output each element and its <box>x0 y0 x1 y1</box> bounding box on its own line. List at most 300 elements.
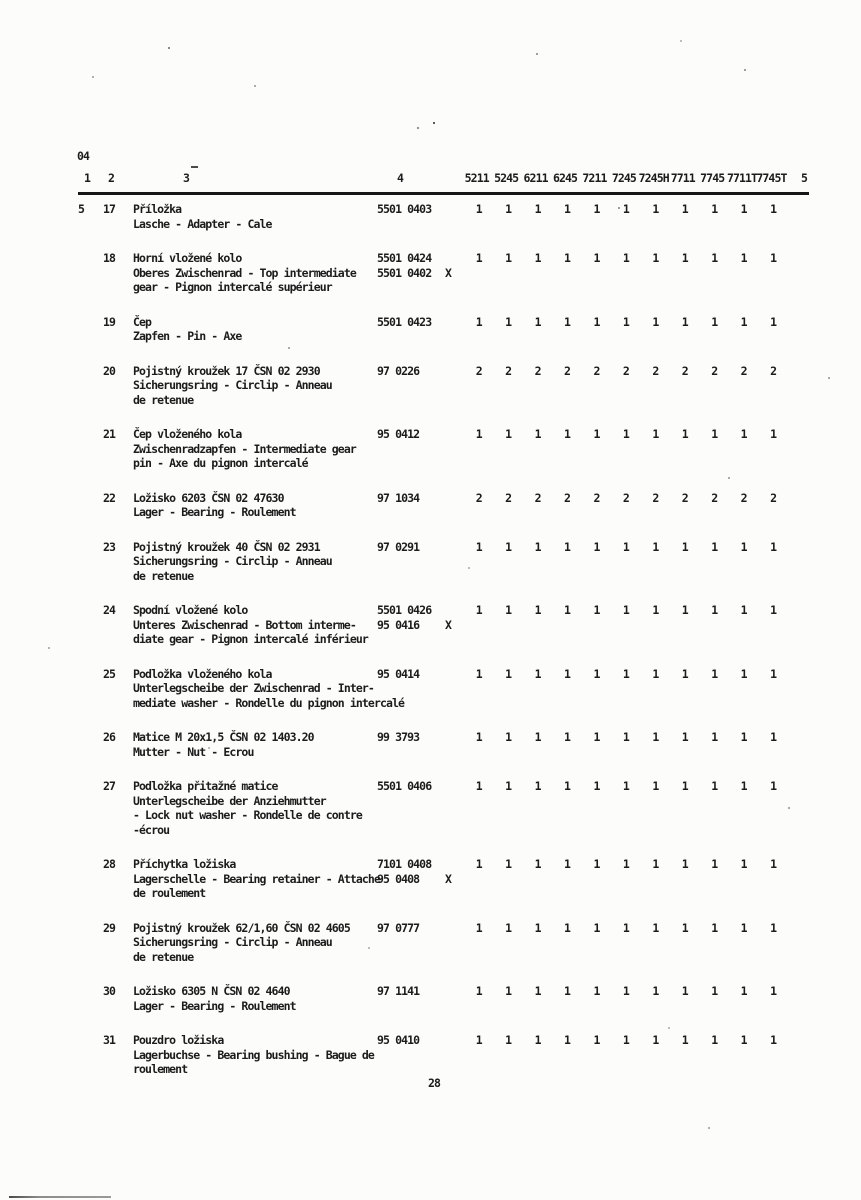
quantity-value: 1 <box>740 1033 747 1047</box>
quantity-value: 1 <box>505 730 512 744</box>
quantity-value: 1 <box>681 251 688 265</box>
quantity-value: 1 <box>534 730 541 744</box>
quantity-value: 1 <box>505 779 512 793</box>
page-number: 28 <box>428 1076 441 1090</box>
x-mark <box>445 315 462 330</box>
quantity-value: 2 <box>711 363 718 378</box>
quantity-value: 1 <box>564 779 571 793</box>
quantity-value: 1 <box>652 857 659 871</box>
quantity-value: 1 <box>475 427 482 441</box>
part-number-cell <box>373 202 438 231</box>
quantity-cells <box>462 540 786 584</box>
table-row <box>78 315 822 344</box>
quantity-value: 1 <box>534 202 541 216</box>
description-line: Pojistný kroužek 62/1,60 ČSN 02 4605 <box>133 920 350 935</box>
description-line: Sicherungsring - Circlip - Anneau <box>133 554 332 568</box>
x-mark <box>445 427 462 442</box>
part-number-cell <box>373 251 438 295</box>
description-line: mediate washer - Rondelle du pignon intercalé <box>133 695 405 710</box>
description-line: Příchytka ložiska <box>133 857 236 871</box>
part-number: 5501 0424 <box>377 251 432 265</box>
x-marker-cell <box>438 491 462 520</box>
table-row <box>78 1033 822 1077</box>
part-number: 5501 0406 <box>377 779 432 793</box>
x-mark <box>445 921 462 936</box>
quantity-value: 2 <box>711 490 718 505</box>
quantity-value: 1 <box>564 314 571 329</box>
quantity-value: 1 <box>505 1033 512 1047</box>
part-number-cell <box>373 364 438 408</box>
description-line: Čep vloženého kola <box>133 427 242 441</box>
column-header-4: 4 <box>397 171 404 185</box>
description-line: Zwischenradzapfen - Intermediate gear <box>133 441 356 456</box>
quantity-value: 1 <box>475 730 482 744</box>
quantity-value: 1 <box>534 1033 541 1047</box>
quantity-value: 1 <box>475 920 482 935</box>
quantity-value: 1 <box>475 251 482 265</box>
trailing-column-cell <box>786 251 822 295</box>
quantity-value: 2 <box>534 363 541 378</box>
quantity-value: 1 <box>711 539 718 554</box>
quantity-value: 2 <box>593 363 600 378</box>
model-column-headers <box>462 171 786 186</box>
group-number-cell <box>78 540 96 584</box>
part-number-cell <box>373 857 438 901</box>
quantity-value: 1 <box>593 427 600 441</box>
description-line: Lager - Bearing - Roulement <box>133 998 296 1013</box>
quantity-value: 1 <box>652 730 659 744</box>
quantity-value: 1 <box>622 539 629 554</box>
quantity-value: 1 <box>711 251 718 265</box>
quantity-cells <box>462 202 786 231</box>
group-number-cell <box>78 251 96 295</box>
quantity-value: 1 <box>711 666 718 681</box>
x-mark: X <box>445 265 452 280</box>
group-number-cell <box>78 603 96 647</box>
group-number-cell <box>78 364 96 408</box>
trailing-column-cell <box>786 427 822 471</box>
quantity-value: 1 <box>534 539 541 554</box>
description-line: Oberes Zwischenrad - Top intermediate <box>133 265 356 280</box>
quantity-value: 1 <box>740 730 747 744</box>
trailing-column-cell <box>786 364 822 408</box>
part-number: 95 0416 <box>377 617 420 632</box>
quantity-value: 1 <box>564 539 571 554</box>
quantity-value: 1 <box>681 984 688 998</box>
quantity-value: 1 <box>740 314 747 329</box>
description-line: pin - Axe du pignon intercalé <box>133 456 308 470</box>
model-column-header: 6245 <box>552 171 578 185</box>
quantity-value: 1 <box>652 314 659 329</box>
quantity-value: 1 <box>564 920 571 935</box>
part-number: 5501 0402 <box>377 265 432 280</box>
quantity-cells <box>462 667 786 711</box>
quantity-cells <box>462 921 786 965</box>
quantity-value: 1 <box>681 314 688 329</box>
description-cell <box>126 315 373 344</box>
group-number-cell <box>78 730 96 759</box>
description-line: Podložka přitažné matice <box>133 779 278 793</box>
quantity-value: 2 <box>622 490 629 505</box>
item-number-cell: 23 <box>103 539 116 554</box>
description-line: Horní vložené kolo <box>133 251 242 265</box>
x-mark <box>445 540 462 555</box>
description-line: Lagerbuchse - Bearing bushing - Bague de <box>133 1047 374 1062</box>
quantity-value: 1 <box>622 251 629 265</box>
quantity-value: 1 <box>711 427 718 441</box>
description-cell <box>126 364 373 408</box>
quantity-value: 1 <box>770 427 777 441</box>
item-number-cell: 31 <box>103 1033 116 1047</box>
x-mark <box>445 984 462 999</box>
group-number-cell <box>78 491 96 520</box>
x-marker-cell <box>438 603 462 647</box>
quantity-value: 1 <box>475 984 482 998</box>
quantity-value: 1 <box>681 779 688 793</box>
quantity-value: 1 <box>564 984 571 998</box>
quantity-value: 1 <box>681 603 688 617</box>
quantity-value: 1 <box>740 427 747 441</box>
table-row <box>78 364 822 408</box>
quantity-value: 1 <box>593 984 600 998</box>
trailing-column-cell <box>786 1033 822 1077</box>
quantity-value: 1 <box>740 779 747 793</box>
table-row <box>78 427 822 471</box>
x-mark: X <box>445 871 452 886</box>
quantity-value: 1 <box>534 666 541 681</box>
quantity-value: 1 <box>505 857 512 871</box>
description-cell <box>126 540 373 584</box>
quantity-value: 1 <box>505 427 512 441</box>
quantity-value: 1 <box>564 857 571 871</box>
quantity-value: 1 <box>770 779 777 793</box>
quantity-value: 1 <box>622 1033 629 1047</box>
trailing-column-cell <box>786 202 822 231</box>
part-number: 95 0412 <box>377 427 420 441</box>
quantity-value: 1 <box>740 539 747 554</box>
x-marker-cell <box>438 857 462 901</box>
quantity-value: 1 <box>711 314 718 329</box>
description-cell <box>126 984 373 1013</box>
quantity-value: 1 <box>593 539 600 554</box>
quantity-value: 1 <box>622 666 629 681</box>
trailing-column-cell <box>786 857 822 901</box>
description-line: diate gear - Pignon intercalé inférieur <box>133 632 368 646</box>
scan-noise-specks <box>168 47 170 49</box>
description-line: Sicherungsring - Circlip - Anneau <box>133 935 332 949</box>
quantity-value: 2 <box>564 363 571 378</box>
quantity-value: 1 <box>770 730 777 744</box>
part-number: 97 0777 <box>377 920 420 935</box>
quantity-value: 1 <box>593 857 600 871</box>
quantity-cells <box>462 364 786 408</box>
quantity-value: 1 <box>652 1033 659 1047</box>
x-mark <box>445 603 462 618</box>
description-cell <box>126 921 373 965</box>
quantity-value: 2 <box>475 490 482 505</box>
x-mark <box>445 667 462 682</box>
quantity-value: 1 <box>770 984 777 998</box>
description-line: Ložisko 6305 N ČSN 02 4640 <box>133 984 290 998</box>
quantity-value: 1 <box>534 251 541 265</box>
quantity-value: 1 <box>564 251 571 265</box>
description-line: Příložka <box>133 202 182 216</box>
column-header-5: 5 <box>800 171 808 185</box>
group-number-cell <box>78 427 96 471</box>
quantity-value: 1 <box>622 857 629 871</box>
quantity-value: 2 <box>652 363 659 378</box>
header-rule <box>78 192 809 195</box>
trailing-column-cell <box>786 540 822 584</box>
quantity-value: 1 <box>475 1033 482 1047</box>
description-line: Lager - Bearing - Roulement <box>133 505 296 519</box>
quantity-value: 1 <box>505 666 512 681</box>
x-marker-cell <box>438 364 462 408</box>
quantity-value: 1 <box>681 202 688 216</box>
quantity-value: 1 <box>593 314 600 329</box>
quantity-cells <box>462 251 786 295</box>
x-marker-cell <box>438 251 462 295</box>
table-row <box>78 491 822 520</box>
quantity-value: 1 <box>711 920 718 935</box>
x-marker-cell <box>438 202 462 231</box>
table-row <box>78 779 822 837</box>
quantity-value: 1 <box>475 603 482 617</box>
x-marker-cell <box>438 730 462 759</box>
group-number-cell <box>78 857 96 901</box>
description-line: Pojistný kroužek 40 ČSN 02 2931 <box>133 539 320 554</box>
quantity-value: 1 <box>740 202 747 216</box>
trailing-column-cell <box>786 984 822 1013</box>
quantity-value: 1 <box>711 857 718 871</box>
quantity-value: 1 <box>622 314 629 329</box>
part-number-cell <box>373 779 438 837</box>
item-number-cell: 21 <box>103 427 116 441</box>
description-line: Spodní vložené kolo <box>133 603 248 617</box>
group-number-cell <box>78 984 96 1013</box>
model-column-header: 7711 <box>670 171 695 185</box>
section-code: 04 <box>77 149 90 163</box>
table-row <box>78 603 822 647</box>
quantity-value: 1 <box>593 251 600 265</box>
quantity-value: 1 <box>652 603 659 617</box>
part-number: 5501 0403 <box>377 202 432 216</box>
model-column-header: 7211 <box>582 171 607 185</box>
description-line: Sicherungsring - Circlip - Anneau <box>133 378 332 392</box>
x-mark <box>445 202 462 217</box>
quantity-value: 1 <box>770 539 777 554</box>
trailing-column-cell <box>786 921 822 965</box>
description-cell <box>126 491 373 520</box>
x-mark <box>445 491 462 506</box>
quantity-value: 1 <box>564 603 571 617</box>
quantity-value: 1 <box>652 779 659 793</box>
quantity-value: 2 <box>505 490 512 505</box>
description-line: Pouzdro ložiska <box>133 1033 224 1047</box>
quantity-value: 1 <box>475 539 482 554</box>
quantity-value: 1 <box>564 202 571 216</box>
item-number-cell: 26 <box>103 730 116 744</box>
quantity-cells <box>462 315 786 344</box>
quantity-value: 1 <box>564 1033 571 1047</box>
quantity-value: 1 <box>740 857 747 871</box>
quantity-value: 1 <box>770 666 777 681</box>
quantity-cells <box>462 984 786 1013</box>
part-number-cell <box>373 540 438 584</box>
x-marker-cell <box>438 667 462 711</box>
group-number-cell <box>78 1033 96 1077</box>
table-row <box>78 921 822 965</box>
description-line: de roulement <box>133 886 206 900</box>
quantity-value: 1 <box>711 779 718 793</box>
quantity-value: 1 <box>622 202 629 216</box>
part-number: 5501 0426 <box>377 603 432 617</box>
quantity-value: 1 <box>652 427 659 441</box>
item-number-cell: 24 <box>103 603 116 617</box>
quantity-value: 1 <box>770 857 777 871</box>
table-row <box>78 202 822 231</box>
quantity-value: 1 <box>770 251 777 265</box>
quantity-value: 1 <box>652 539 659 554</box>
x-mark: X <box>445 617 452 632</box>
column-header-1: 1 <box>83 171 91 185</box>
x-mark <box>445 730 462 745</box>
part-number: 5501 0423 <box>377 314 432 329</box>
model-column-header: 5245 <box>494 171 519 185</box>
description-line: roulement <box>133 1062 188 1076</box>
description-cell <box>126 779 373 837</box>
description-line: Ložisko 6203 ČSN 02 47630 <box>133 490 284 505</box>
description-line: Pojistný kroužek 17 ČSN 02 2930 <box>133 363 320 378</box>
quantity-value: 1 <box>593 920 600 935</box>
quantity-cells <box>462 1033 786 1077</box>
column-header-3: 3 <box>183 171 190 185</box>
item-number-cell: 28 <box>103 857 116 871</box>
quantity-value: 1 <box>681 730 688 744</box>
quantity-value: 1 <box>534 984 541 998</box>
quantity-value: 2 <box>770 363 777 378</box>
part-number: 97 0291 <box>377 539 420 554</box>
x-mark <box>445 251 462 266</box>
quantity-value: 2 <box>652 490 659 505</box>
item-number-cell: 27 <box>103 779 116 793</box>
quantity-value: 1 <box>593 730 600 744</box>
quantity-value: 2 <box>770 490 777 505</box>
quantity-value: 1 <box>622 603 629 617</box>
quantity-value: 1 <box>711 1033 718 1047</box>
description-line: de retenue <box>133 568 194 583</box>
item-number-cell: 29 <box>103 920 116 935</box>
quantity-value: 1 <box>770 1033 777 1047</box>
model-column-header: 7245H <box>638 171 669 185</box>
part-number-cell <box>373 603 438 647</box>
trailing-column-cell <box>786 779 822 837</box>
description-line: Unteres Zwischenrad - Bottom interme- <box>133 617 356 632</box>
quantity-value: 1 <box>622 920 629 935</box>
x-marker-cell <box>438 315 462 344</box>
quantity-value: 1 <box>505 603 512 617</box>
quantity-value: 1 <box>505 539 512 554</box>
description-line: Čep <box>133 314 152 329</box>
quantity-value: 1 <box>652 666 659 681</box>
description-line: de retenue <box>133 392 194 407</box>
quantity-value: 1 <box>475 666 482 681</box>
quantity-value: 2 <box>740 363 747 378</box>
quantity-value: 1 <box>770 603 777 617</box>
quantity-value: 2 <box>505 363 512 378</box>
part-number: 97 1141 <box>377 984 420 998</box>
quantity-value: 1 <box>681 539 688 554</box>
group-number-cell <box>78 315 96 344</box>
model-column-header: 6211 <box>523 171 548 185</box>
x-mark <box>445 779 462 794</box>
description-line: Lasche - Adapter - Cale <box>133 216 272 231</box>
table-header-row <box>78 171 822 186</box>
part-number-cell <box>373 730 438 759</box>
quantity-value: 1 <box>593 1033 600 1047</box>
quantity-value: 1 <box>652 984 659 998</box>
part-number: 95 0408 <box>377 871 420 886</box>
part-number: 95 0414 <box>377 666 420 681</box>
quantity-value: 1 <box>681 1033 688 1047</box>
group-number-cell <box>78 667 96 711</box>
quantity-value: 1 <box>534 314 541 329</box>
quantity-cells <box>462 857 786 901</box>
quantity-value: 1 <box>740 251 747 265</box>
quantity-value: 1 <box>505 984 512 998</box>
x-marker-cell <box>438 540 462 584</box>
item-number-cell: 22 <box>103 490 116 505</box>
part-number-cell <box>373 427 438 471</box>
part-number-cell <box>373 491 438 520</box>
quantity-value: 1 <box>622 730 629 744</box>
quantity-value: 1 <box>534 920 541 935</box>
quantity-value: 2 <box>681 363 688 378</box>
description-line: Mutter - Nut - Ecrou <box>133 744 254 759</box>
description-cell <box>126 857 380 901</box>
quantity-cells <box>462 779 786 837</box>
quantity-value: 1 <box>622 984 629 998</box>
description-cell <box>126 202 373 231</box>
description-line: Unterlegscheibe der Zwischenrad - Inter- <box>133 681 374 695</box>
model-column-header: 7745 <box>700 171 725 185</box>
x-marker-cell <box>438 984 462 1013</box>
quantity-value: 1 <box>564 427 571 441</box>
description-line: gear - Pignon intercalé supérieur <box>133 280 332 294</box>
quantity-value: 1 <box>622 427 629 441</box>
quantity-value: 1 <box>652 202 659 216</box>
quantity-value: 1 <box>770 314 777 329</box>
quantity-value: 1 <box>475 202 482 216</box>
trailing-column-cell <box>786 730 822 759</box>
trailing-column-cell <box>786 667 822 711</box>
table-row <box>78 730 822 759</box>
description-line: Matice M 20x1,5 ČSN 02 1403.20 <box>133 730 314 744</box>
description-line: Lagerschelle - Bearing retainer - Attache <box>133 871 380 886</box>
quantity-value: 2 <box>534 490 541 505</box>
quantity-value: 1 <box>652 251 659 265</box>
group-number-cell: 5 <box>78 202 85 216</box>
x-marker-cell <box>438 1033 462 1077</box>
scan-artifact-dash <box>191 166 198 168</box>
item-number-cell: 18 <box>103 251 116 265</box>
quantity-value: 2 <box>681 490 688 505</box>
quantity-value: 1 <box>593 603 600 617</box>
column-header-2: 2 <box>107 171 115 185</box>
description-cell <box>126 251 373 295</box>
part-number-cell <box>373 1033 438 1077</box>
description-line: -écrou <box>133 822 170 837</box>
